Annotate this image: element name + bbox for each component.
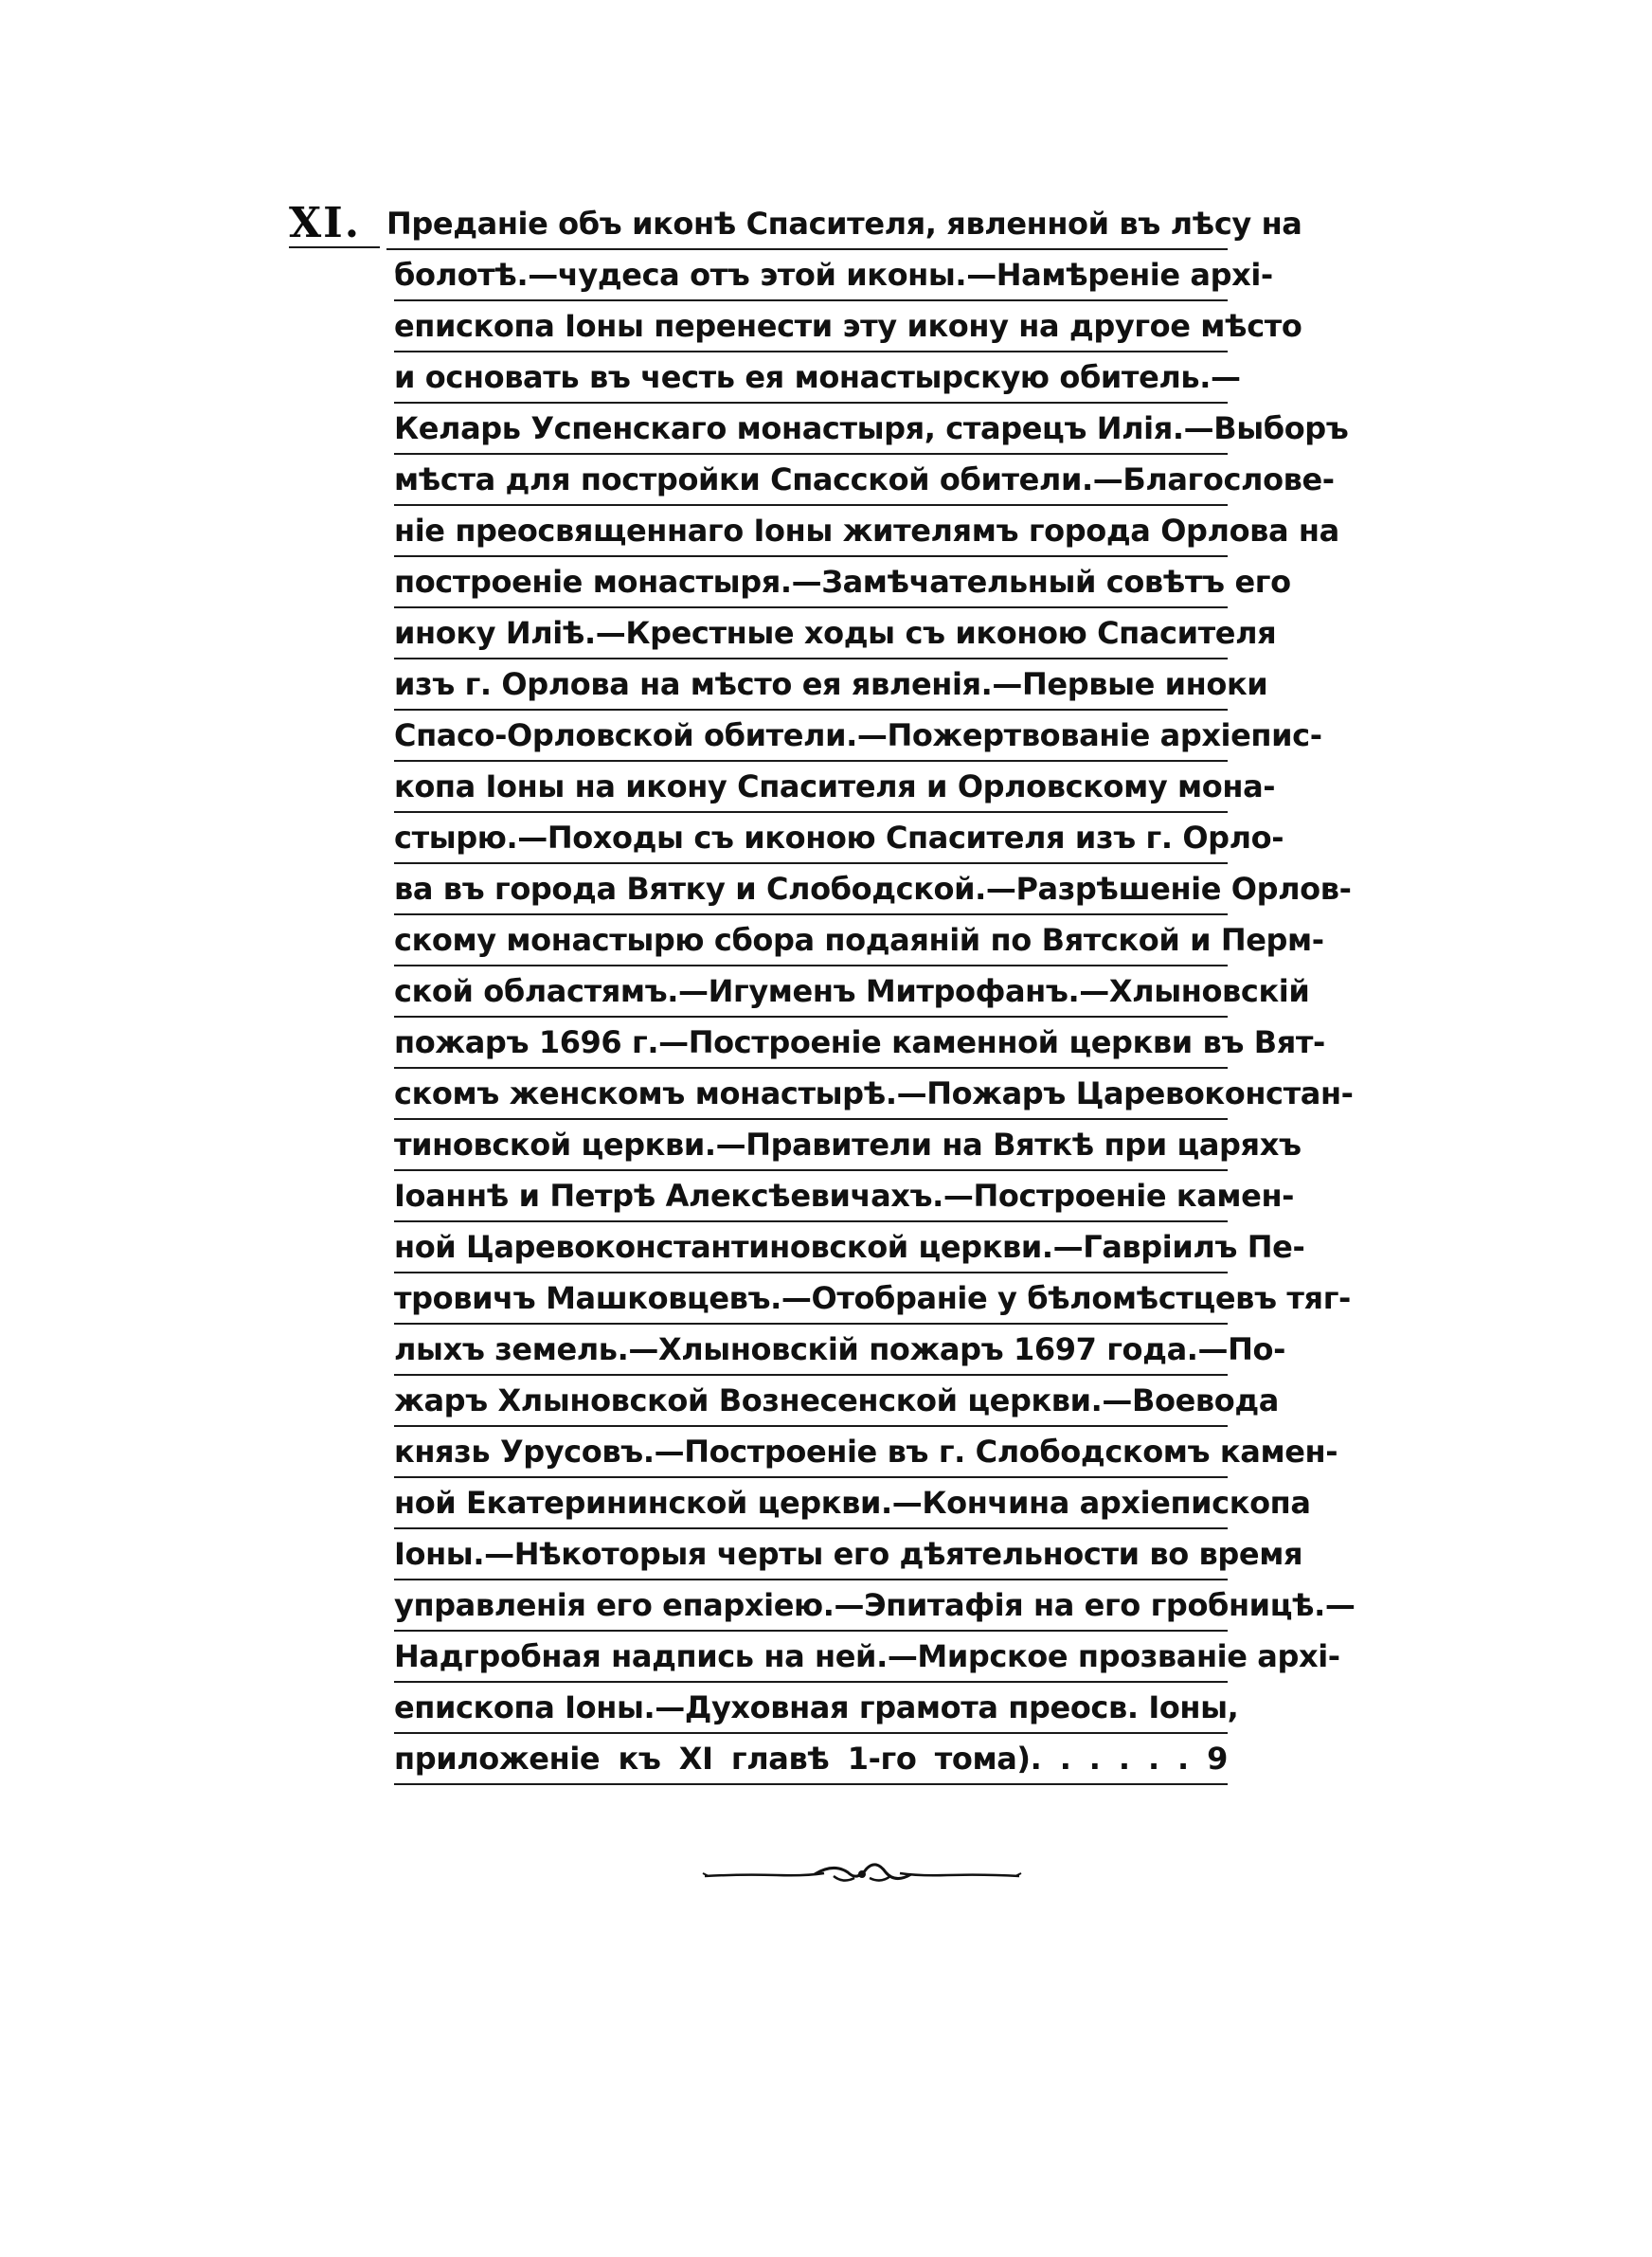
summary-line: приложеніе къ XI главѣ 1-го тома). . . . . . 9 <box>394 1736 1228 1785</box>
chapter-number: XI. <box>289 199 380 248</box>
summary-line: князь Урусовъ.—Построеніе въ г. Слободскомъ камен- <box>394 1429 1228 1478</box>
summary-line: ной Царевоконстантиновской церкви.—Гавріилъ Пе- <box>394 1224 1228 1273</box>
summary-line: лыхъ земель.—Хлыновскій пожаръ 1697 года.—По- <box>394 1327 1228 1376</box>
summary-line: тиновской церкви.—Правители на Вяткѣ при царяхъ <box>394 1122 1228 1171</box>
chapter-summary <box>386 201 1356 1787</box>
summary-line: копа Іоны на икону Спасителя и Орловскому мона- <box>394 764 1228 813</box>
summary-line: Надгробная надпись на ней.—Мирское прозваніе архі- <box>394 1634 1228 1683</box>
summary-line: скому монастырю сбора подаяній по Вятской и Перм- <box>394 917 1228 966</box>
summary-line: Іоаннѣ и Петрѣ Алексѣевичахъ.—Построеніе камен- <box>394 1173 1228 1222</box>
summary-line: ніе преосвященнаго Іоны жителямъ города Орлова на <box>394 508 1228 557</box>
tailpiece-ornament-icon <box>701 1855 1023 1893</box>
summary-line: Келарь Успенскаго монастыря, старецъ Илія.—Выборъ <box>394 406 1228 455</box>
summary-line: иноку Иліѣ.—Крестные ходы съ иконою Спасителя <box>394 610 1228 659</box>
summary-line: тровичъ Машковцевъ.—Отобраніе у бѣломѣстцевъ тяг- <box>394 1275 1228 1325</box>
summary-line: Преданіе объ иконѣ Спасителя, явленной въ лѣсу на <box>386 201 1228 250</box>
summary-line: скомъ женскомъ монастырѣ.—Пожаръ Царевоконстан- <box>394 1071 1228 1120</box>
summary-line: епископа Іоны перенести эту икону на другое мѣсто <box>394 303 1228 352</box>
summary-line: пожаръ 1696 г.—Построеніе каменной церкви въ Вят- <box>394 1020 1228 1069</box>
summary-line: Спасо-Орловской обители.—Пожертвованіе архіепис- <box>394 713 1228 762</box>
summary-line: жаръ Хлыновской Вознесенской церкви.—Воевода <box>394 1378 1228 1427</box>
summary-line: ной Екатерининской церкви.—Кончина архіепископа <box>394 1480 1228 1529</box>
summary-line: изъ г. Орлова на мѣсто ея явленія.—Первые иноки <box>394 661 1228 711</box>
summary-line: и основать въ честь ея монастырскую обитель.— <box>394 354 1228 404</box>
summary-line: мѣста для постройки Спасской обители.—Благослове- <box>394 457 1228 506</box>
summary-line: управленія его епархіею.—Эпитафія на его гробницѣ.— <box>394 1582 1228 1632</box>
summary-line: построеніе монастыря.—Замѣчательный совѣтъ его <box>394 559 1228 608</box>
summary-line: ской областямъ.—Игуменъ Митрофанъ.—Хлыновскій <box>394 968 1228 1018</box>
summary-line: болотѣ.—чудеса отъ этой иконы.—Намѣреніе архі- <box>394 252 1228 301</box>
summary-line: стырю.—Походы съ иконою Спасителя изъ г. Орло- <box>394 815 1228 864</box>
summary-line: епископа Іоны.—Духовная грамота преосв. Іоны, <box>394 1685 1228 1734</box>
summary-line: Іоны.—Нѣкоторыя черты его дѣятельности во время <box>394 1531 1228 1580</box>
summary-line: ва въ города Вятку и Слободской.—Разрѣшеніе Орлов- <box>394 866 1228 915</box>
